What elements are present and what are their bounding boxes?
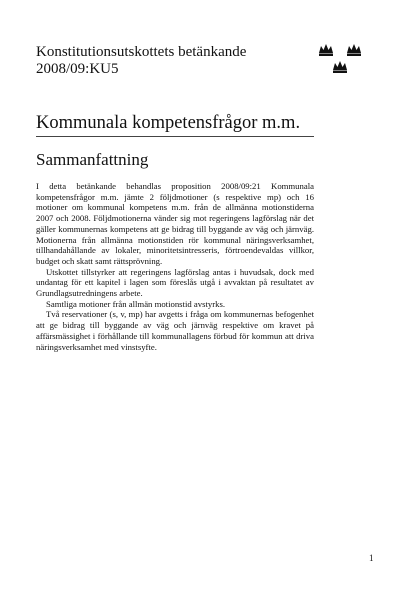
document-title: Kommunala kompetensfrågor m.m. bbox=[36, 113, 301, 133]
summary-paragraph: Utskottet tillstyrker att regeringens lagförslag antas i huvudsak, dock med undantag för ett kapitel i lagen som föreslås utgå i avvaktan på resultatet av Grundlagsutredningens arbete. bbox=[36, 266, 314, 299]
document-header bbox=[36, 44, 296, 78]
committee-name: Konstitutionsutskottets betänkande bbox=[36, 44, 247, 60]
summary-paragraph: Två reservationer (s, v, mp) har avgetts i fråga om kommunernas befogenhet att ge bidrag till byggande av väg och järnväg respektive om kravet på affärsmässighet i förhållande till kommunallagens förbud för kommun att driva näringsverksamhet med vinstsyfte. bbox=[36, 309, 314, 352]
page-number: 1 bbox=[369, 553, 374, 563]
summary-body bbox=[36, 181, 314, 352]
summary-paragraph: I detta betänkande behandlas proposition 2008/09:21 Kommunala kompetensfrågor m.m. jämte 2 följdmotioner (s respektive mp) och 16 motioner om kommunal kompetens m.m. från de allmänna motionstiderna 2007 och 2008. Följdmotionerna vänder sig mot regeringens lagförslag när det gäller kommunernas kompetens att ge bidrag till byggande av väg och järnväg. Motionerna från allmänna motionstiden rör kommunal näringsverksamhet, tillhandahållande av lokaler, minoritetsintresseris, förtroendevaldas villkor, budget och skatt samt rättsprövning. bbox=[36, 181, 314, 266]
summary-paragraph: Samtliga motioner från allmän motionstid avstyrks. bbox=[46, 298, 226, 309]
report-number: 2008/09:KU5 bbox=[36, 61, 119, 77]
three-crowns-logo bbox=[316, 42, 364, 76]
section-heading: Sammanfattning bbox=[36, 150, 149, 169]
title-divider bbox=[36, 136, 314, 137]
